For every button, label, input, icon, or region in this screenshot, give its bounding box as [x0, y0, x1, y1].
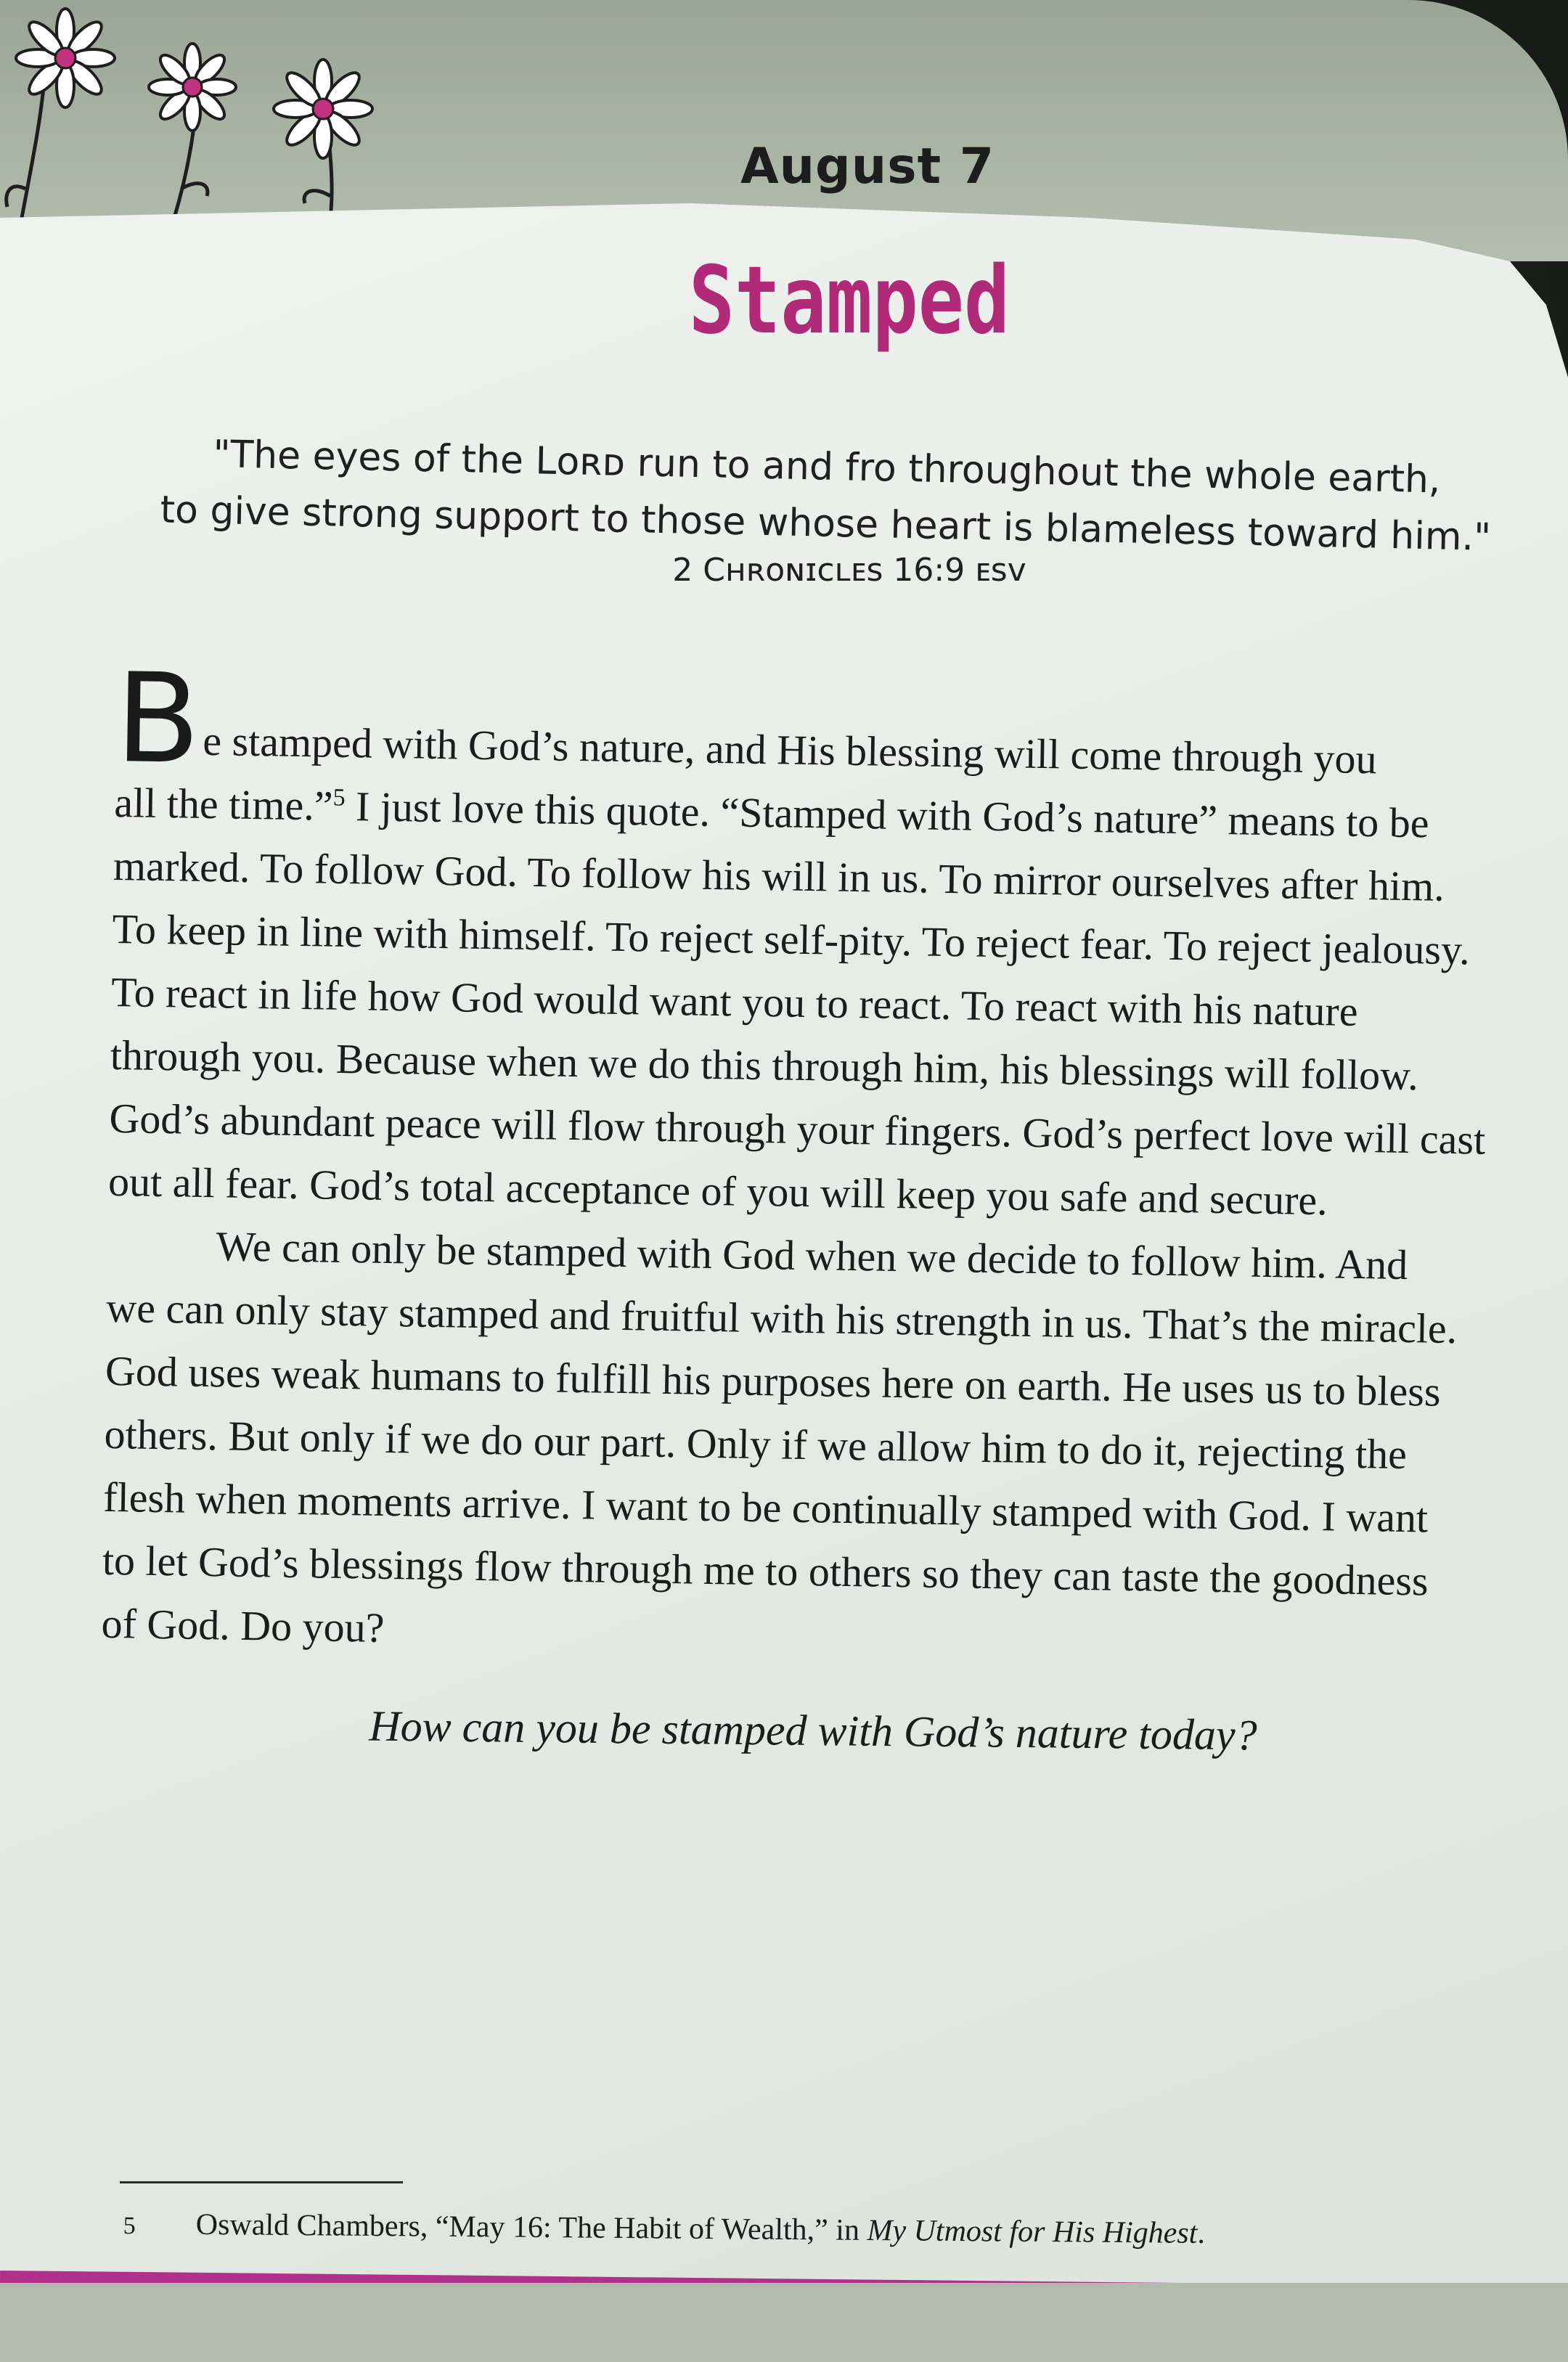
drop-cap: B: [114, 647, 202, 792]
daisy-icon: [149, 44, 236, 131]
daisy-icon: [16, 9, 115, 107]
body-line: through you. Because when we do this through him, his blessings will follow.: [110, 1031, 1419, 1100]
body-line: To keep in line with himself. To reject self-pity. To reject fear. To reject jealousy.: [112, 904, 1471, 974]
body-line: flesh when moments arrive. I want to be continually stamped with God. I want: [102, 1473, 1429, 1542]
verse-line: to give strong support to those whose heart is blameless toward him.": [160, 488, 1492, 560]
devotional-body: [101, 647, 1539, 1677]
body-line: God uses weak humans to fulfill his purposes here on earth. He uses us to bless: [105, 1346, 1441, 1415]
footnote-number: 5: [123, 2212, 136, 2240]
page-title: Stamped: [688, 247, 1010, 355]
body-line: others. But only if we do our part. Only if we allow him to do it, rejecting the: [104, 1410, 1408, 1479]
body-line: to let God’s blessings flow through me to others so they can taste the goodness: [102, 1536, 1429, 1605]
body-line: We can only be stamped with God when we decide to follow him. And: [216, 1222, 1408, 1289]
verse-reference: 2 Cʜʀᴏɴɪᴄʟᴇꜱ 16:9 ᴇꜱᴠ: [672, 552, 1026, 589]
body-line: To react in life how God would want you to react. To react with his nature: [110, 968, 1359, 1035]
body-line: all the time.”$^5$ I just love this quote. “Stamped with God’s nature” means to be: [113, 778, 1430, 847]
footnote: 5 Oswald Chambers, “May 16: The Habit of Wealth,” in My Utmost for His Highest.: [123, 2207, 1206, 2251]
footnote-book-title: My Utmost for His Highest: [867, 2213, 1198, 2250]
body-line: we can only stay stamped and fruitful with his strength in us. That’s the miracle.: [105, 1283, 1458, 1353]
body-line: of God. Do you?: [101, 1599, 385, 1651]
daisy-flowers-illustration: [0, 0, 407, 232]
page-date: August 7: [740, 138, 995, 195]
footnote-reference: 5: [332, 784, 346, 812]
daisy-icon: [274, 60, 372, 158]
body-line: marked. To follow God. To follow his will in us. To mirror ourselves after him.: [113, 841, 1445, 910]
body-line: Be stamped with God’s nature, and His blessing will come through you: [114, 647, 1378, 792]
body-line: God’s abundant peace will flow through your fingers. God’s perfect love will cast: [109, 1094, 1486, 1164]
reflection-question: How can you be stamped with God’s nature today?: [369, 1701, 1257, 1760]
footnote-divider: [120, 2181, 403, 2183]
body-line: out all fear. God’s total acceptance of you will keep you safe and secure.: [107, 1157, 1328, 1225]
verse-line: "The eyes of the Lᴏʀᴅ run to and fro throughout the whole earth,: [212, 432, 1442, 502]
footnote-text: Oswald Chambers, “May 16: The Habit of Wealth,” in: [195, 2207, 867, 2247]
bottom-band: [0, 2283, 1568, 2362]
